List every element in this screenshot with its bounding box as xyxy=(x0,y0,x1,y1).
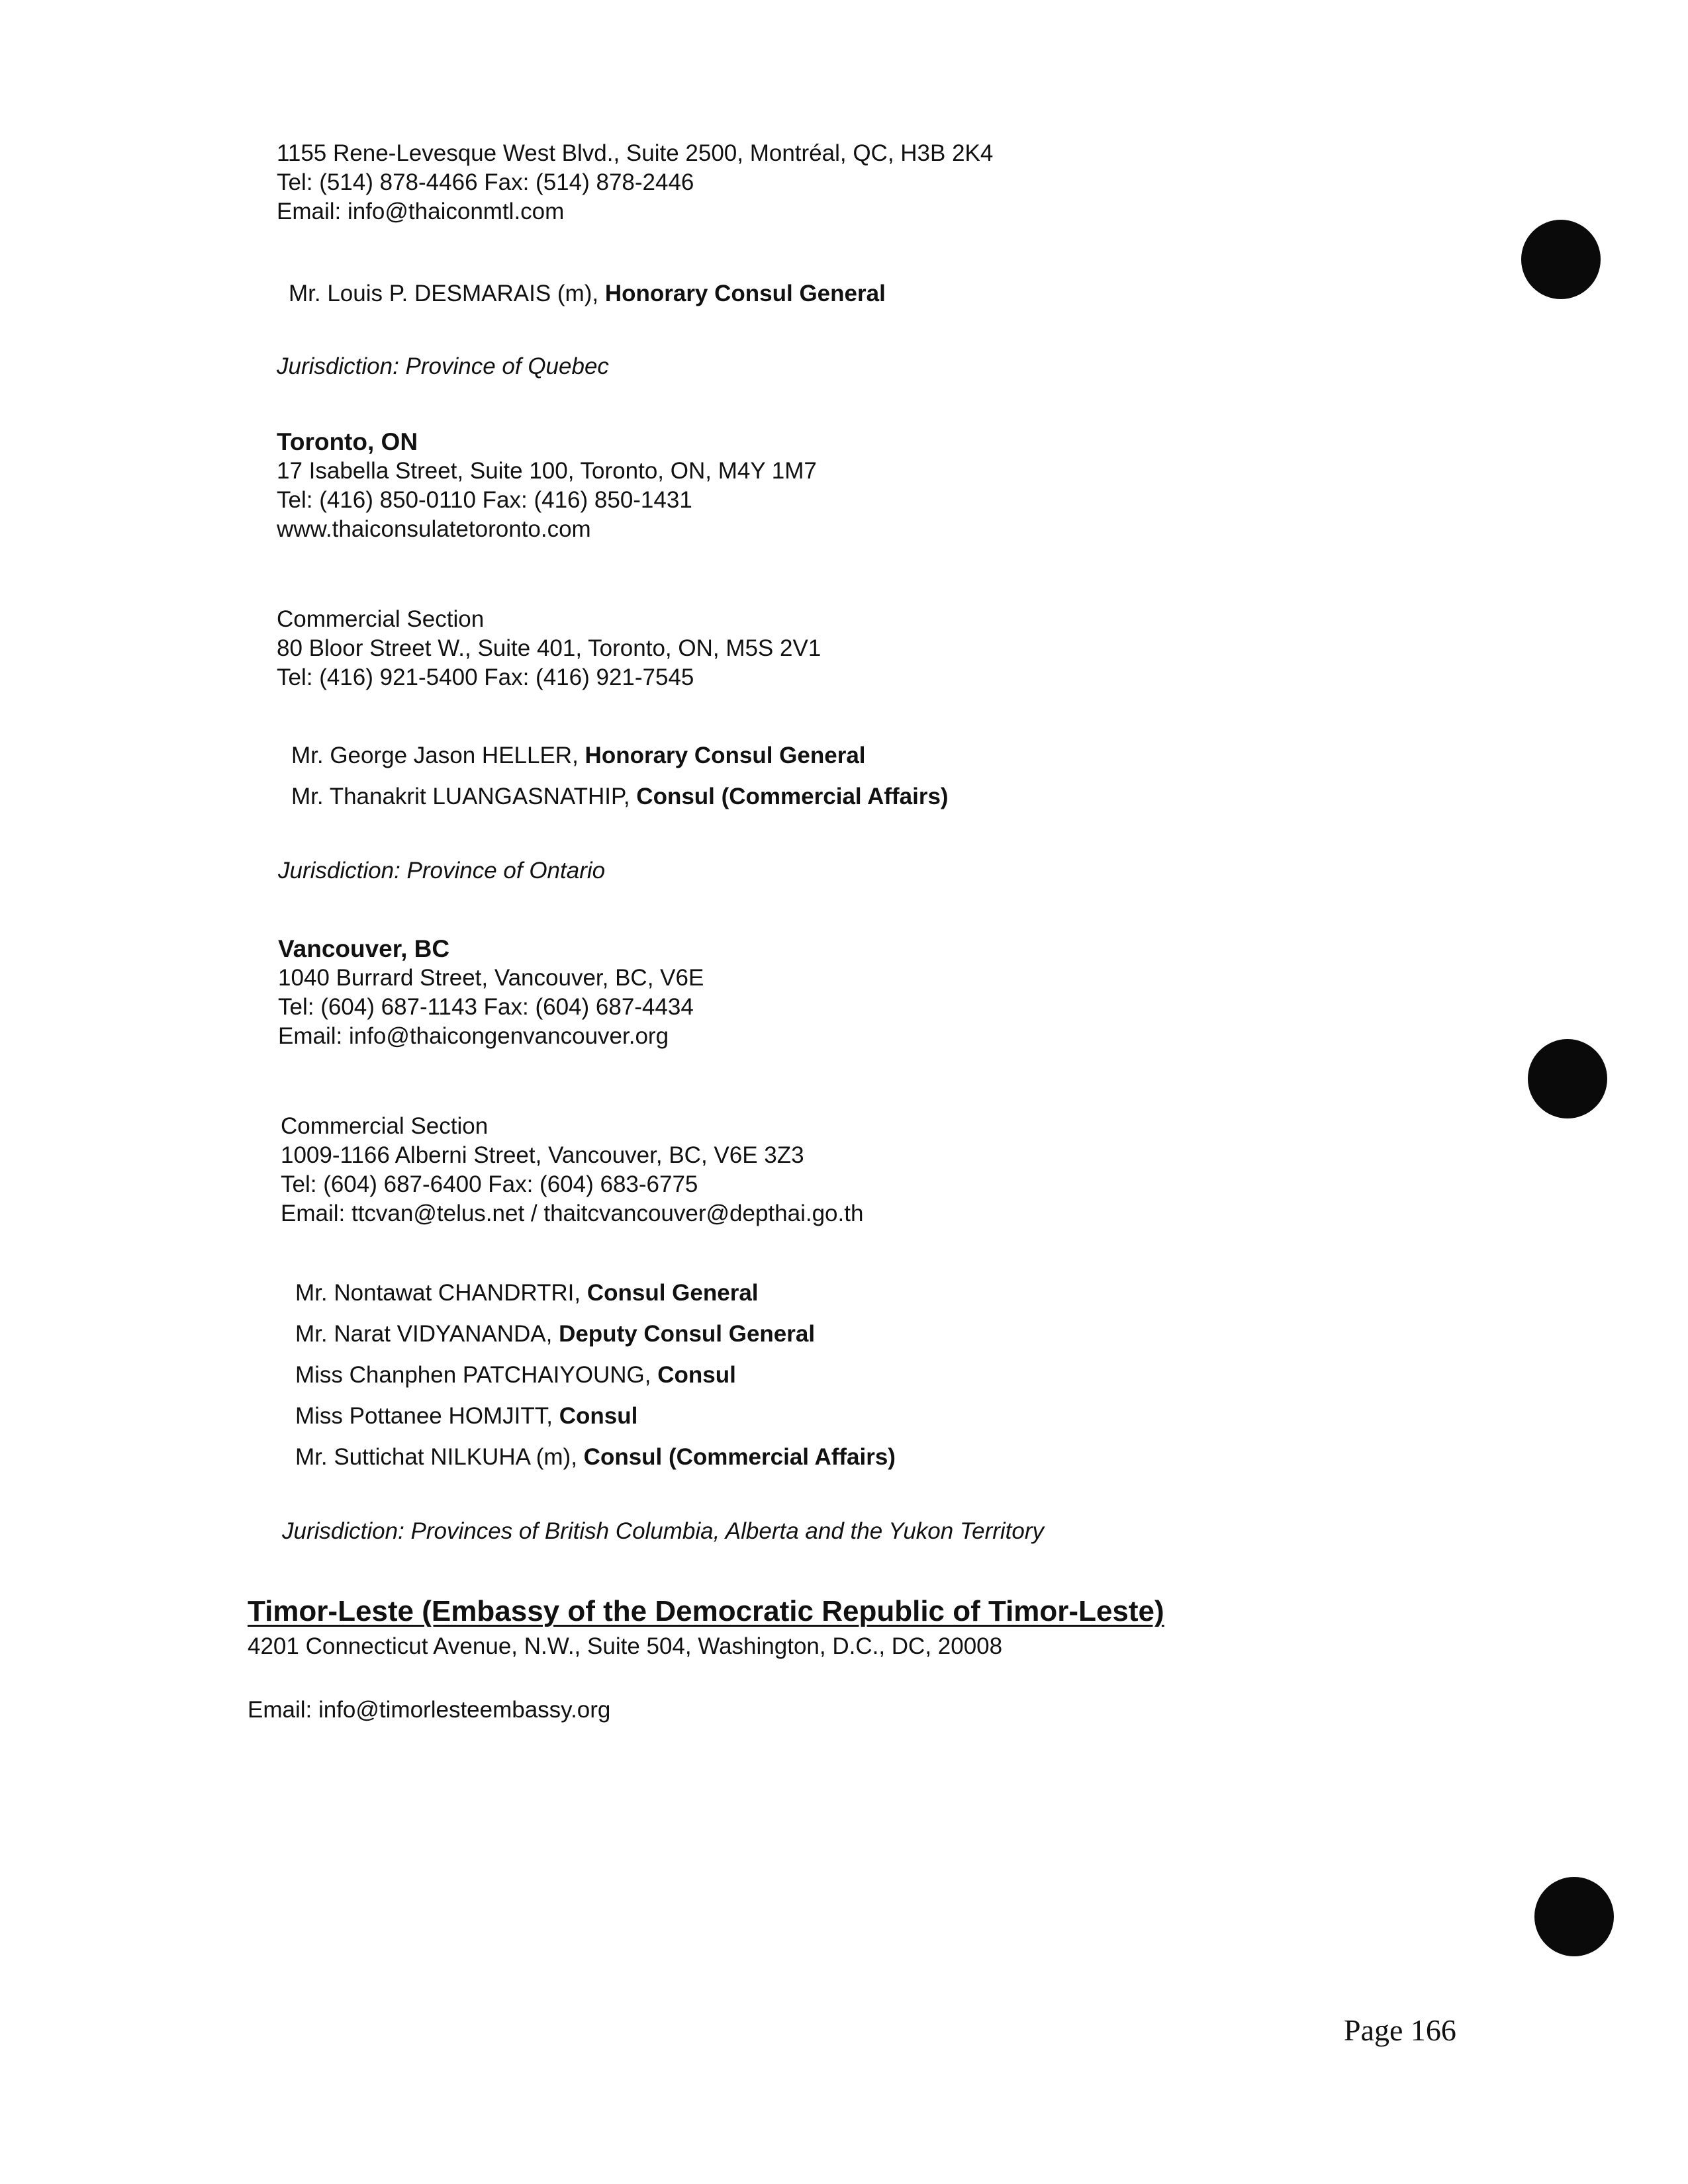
toronto-website: www.thaiconsulatetoronto.com xyxy=(277,516,591,542)
toronto-contact-block xyxy=(277,457,817,544)
vancouver-contact-block xyxy=(278,964,704,1051)
official-title: Consul xyxy=(657,1362,736,1388)
official-entry xyxy=(289,279,886,308)
page-number: Page 166 xyxy=(1344,2013,1456,2047)
vancouver-email: Email: info@thaicongenvancouver.org xyxy=(278,1023,669,1049)
official-title: Consul (Commercial Affairs) xyxy=(636,784,949,809)
punch-hole-bottom xyxy=(1534,1877,1614,1956)
official-entry xyxy=(295,1279,759,1308)
official-entry xyxy=(295,1361,736,1390)
official-entry xyxy=(295,1402,637,1431)
toronto-commercial-address: 80 Bloor Street W., Suite 401, Toronto, ON, M5S 2V1 xyxy=(277,635,821,661)
vancouver-city-heading: Vancouver, BC xyxy=(278,935,450,962)
official-title: Honorary Consul General xyxy=(604,281,886,306)
toronto-jurisdiction: Jurisdiction: Province of Ontario xyxy=(278,858,606,884)
timor-leste-address: 4201 Connecticut Avenue, N.W., Suite 504, Washington, D.C., DC, 20008 xyxy=(248,1633,1003,1659)
official-name: Miss Pottanee HOMJITT, xyxy=(295,1403,553,1429)
montreal-jurisdiction: Jurisdiction: Province of Quebec xyxy=(277,353,609,379)
vancouver-tel-fax: Tel: (604) 687-1143 Fax: (604) 687-4434 xyxy=(278,994,694,1020)
official-name: Mr. Nontawat CHANDRTRI, xyxy=(295,1280,581,1306)
toronto-commercial-block xyxy=(277,605,821,692)
official-title: Consul (Commercial Affairs) xyxy=(583,1444,896,1470)
official-title: Consul xyxy=(559,1403,638,1429)
vancouver-commercial-address: 1009-1166 Alberni Street, Vancouver, BC, V6E 3Z3 xyxy=(281,1142,804,1168)
toronto-address: 17 Isabella Street, Suite 100, Toronto, ON, M4Y 1M7 xyxy=(277,458,817,484)
official-title: Honorary Consul General xyxy=(585,743,866,768)
official-name: Mr. Narat VIDYANANDA, xyxy=(295,1321,553,1347)
punch-hole-middle xyxy=(1528,1039,1607,1118)
montreal-contact-block xyxy=(277,139,993,226)
official-title: Deputy Consul General xyxy=(559,1321,816,1347)
vancouver-commercial-label: Commercial Section xyxy=(281,1113,489,1139)
punch-hole-top xyxy=(1521,220,1601,299)
montreal-tel-fax: Tel: (514) 878-4466 Fax: (514) 878-2446 xyxy=(277,169,694,195)
vancouver-commercial-tel-fax: Tel: (604) 687-6400 Fax: (604) 683-6775 xyxy=(281,1171,698,1197)
toronto-city-heading: Toronto, ON xyxy=(277,428,418,455)
official-name: Mr. Thanakrit LUANGASNATHIP, xyxy=(291,784,630,809)
montreal-email: Email: info@thaiconmtl.com xyxy=(277,199,565,224)
official-title: Consul General xyxy=(586,1280,759,1306)
montreal-address: 1155 Rene-Levesque West Blvd., Suite 2500, Montréal, QC, H3B 2K4 xyxy=(277,140,994,166)
vancouver-address: 1040 Burrard Street, Vancouver, BC, V6E xyxy=(278,965,704,991)
toronto-tel-fax: Tel: (416) 850-0110 Fax: (416) 850-1431 xyxy=(277,487,692,513)
vancouver-jurisdiction: Jurisdiction: Provinces of British Columbia, Alberta and the Yukon Territory xyxy=(282,1518,1045,1544)
vancouver-commercial-block xyxy=(281,1112,863,1228)
vancouver-commercial-email: Email: ttcvan@telus.net / thaitcvancouver@depthai.go.th xyxy=(281,1201,864,1226)
official-name: Mr. Louis P. DESMARAIS (m), xyxy=(289,281,599,306)
official-name: Miss Chanphen PATCHAIYOUNG, xyxy=(295,1362,651,1388)
toronto-commercial-tel-fax: Tel: (416) 921-5400 Fax: (416) 921-7545 xyxy=(277,664,694,690)
official-entry xyxy=(291,782,949,811)
toronto-commercial-label: Commercial Section xyxy=(277,606,485,632)
official-entry xyxy=(291,741,866,770)
official-entry xyxy=(295,1320,815,1349)
official-name: Mr. George Jason HELLER, xyxy=(291,743,579,768)
timor-leste-email: Email: info@timorlesteembassy.org xyxy=(248,1697,611,1723)
timor-leste-heading: Timor-Leste (Embassy of the Democratic Republic of Timor-Leste) xyxy=(248,1595,1164,1627)
official-entry xyxy=(295,1443,896,1472)
official-name: Mr. Suttichat NILKUHA (m), xyxy=(295,1444,577,1470)
